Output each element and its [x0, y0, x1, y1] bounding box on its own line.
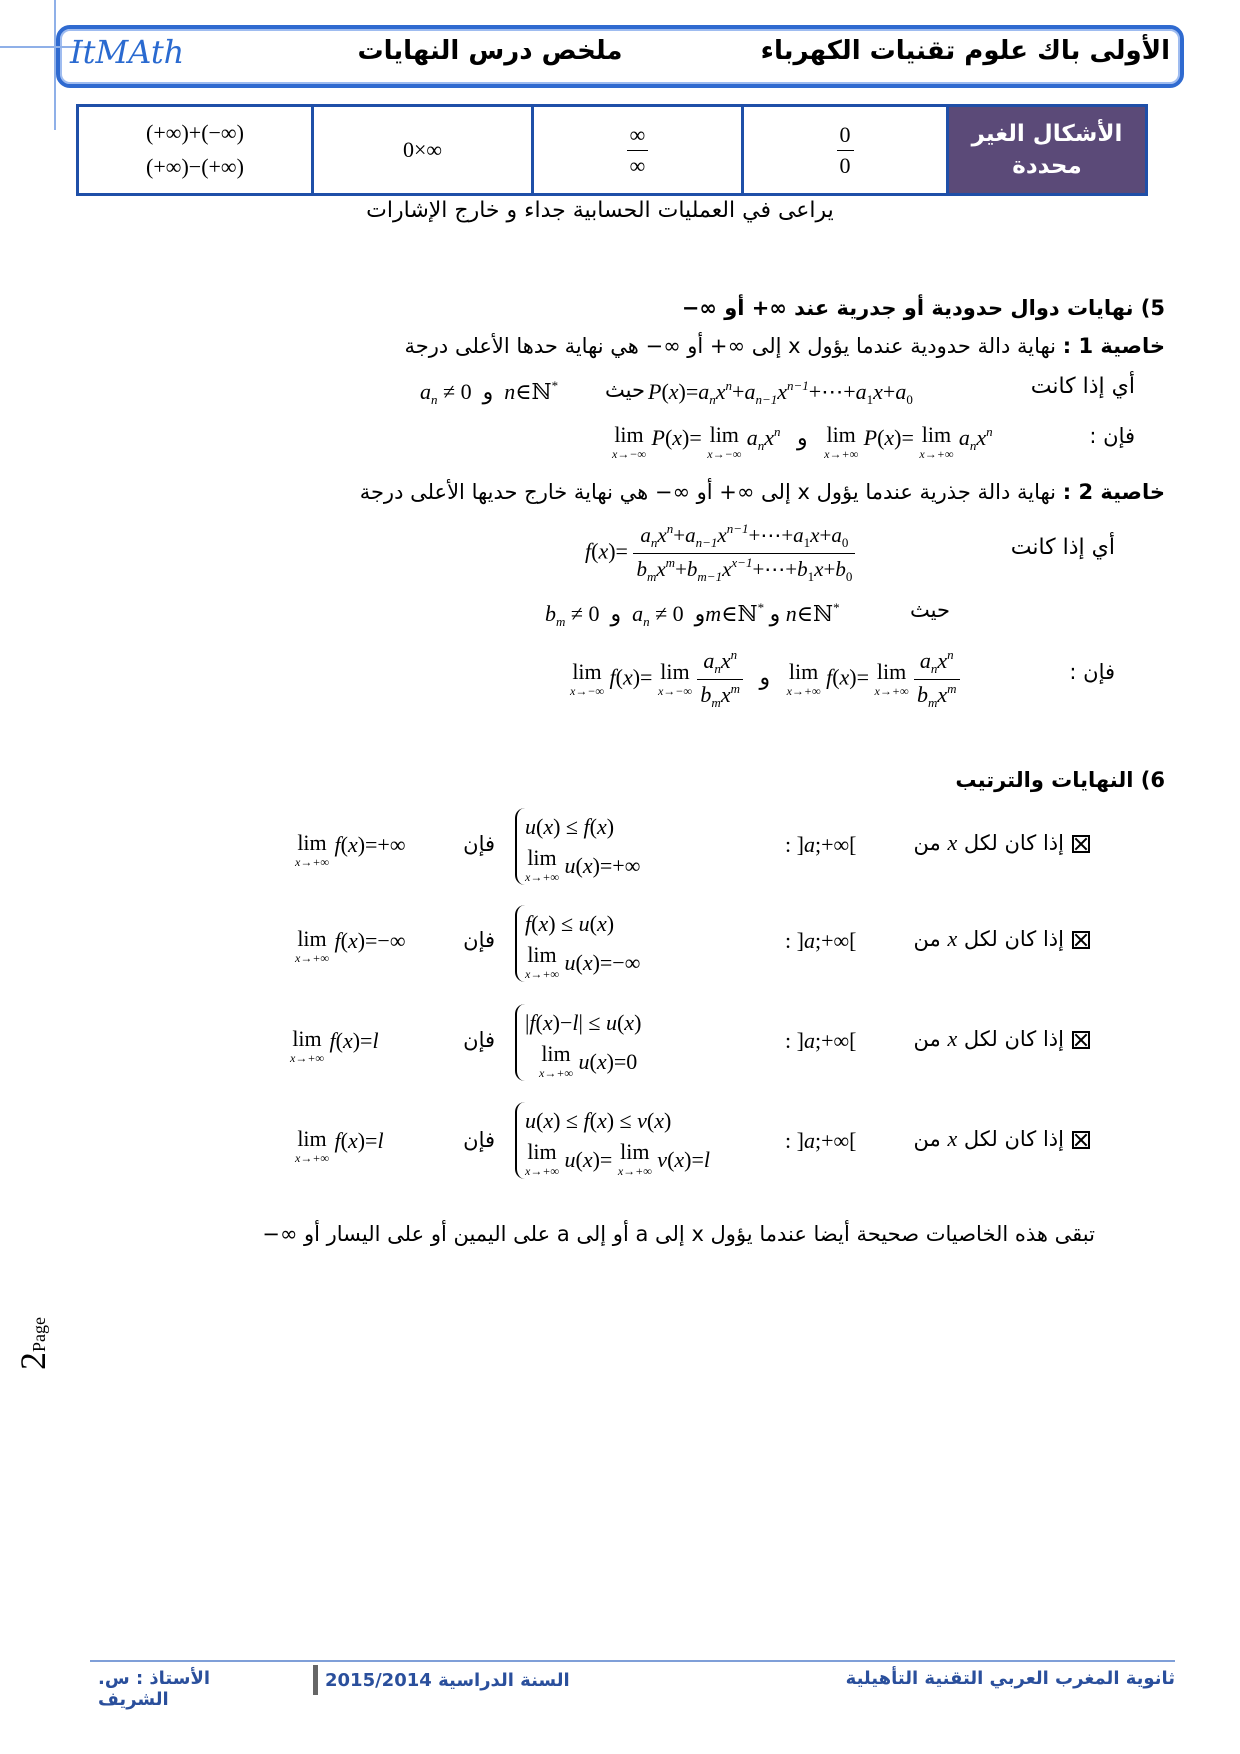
prop2-text: نهاية دالة جذرية عندما يؤول x إلى ∞+ أو ∞− هي نهاية خارج حديها الأعلى درجة [359, 480, 1057, 504]
rule1-conclusion: lim x→+∞ f(x)=+∞ [295, 830, 406, 869]
footer-year-label: السنة الدراسية [438, 1670, 570, 1691]
form-sum-difference: (+∞)+(−∞) (+∞)−(+∞) [78, 106, 313, 195]
rule2-conclusion: lim x→+∞ f(x)=−∞ [295, 926, 406, 965]
rule3-then: فإن [463, 1028, 495, 1052]
form-zero-times-infinity: 0×∞ [313, 106, 533, 195]
header-line-vertical [54, 0, 56, 130]
prop1-then: فإن : [1089, 424, 1135, 448]
rule4-condition: إذا كان لكل x من [790, 1126, 1090, 1152]
rule1-system: u(x) ≤ f(x) lim x→+∞ u(x)=+∞ [515, 808, 640, 885]
footer-year: 2015/2014 [325, 1670, 432, 1691]
logo: ItMAth [70, 33, 185, 71]
rule4-then: فإن [463, 1128, 495, 1152]
forms-label-line1: الأشكال الغير [971, 120, 1123, 147]
section6-closing: تبقى هذه الخاصيات صحيحة أيضا عندما يؤول x إلى a أو إلى a على اليمين أو على اليسار أو ∞− [262, 1222, 1095, 1246]
checkbox-icon [1072, 931, 1090, 949]
footer-teacher: الأستاذ : س. الشريف [98, 1668, 211, 1710]
footer-separator [313, 1665, 318, 1695]
page-word: Page [29, 1317, 49, 1352]
polynomial-conditions: $a_n \ne 0$ و n∈ℕ* [420, 378, 559, 407]
prop2-where: حيث [910, 598, 950, 622]
rule4-conclusion: lim x→+∞ f(x)=l [295, 1126, 384, 1165]
rule3-condition: إذا كان لكل x من [790, 1026, 1090, 1052]
header-title-right: الأولى باك علوم تقنيات الكهرباء [760, 36, 1170, 66]
rule2-system: f(x) ≤ u(x) lim x→+∞ u(x)=−∞ [515, 905, 640, 982]
note-signs: يراعى في العمليات الحسابية جداء و خارج الإشارات [366, 198, 834, 223]
rule2-from: من [913, 927, 941, 951]
rule1-condition: إذا كان لكل x من [790, 830, 1090, 856]
rule3-from: من [913, 1027, 941, 1051]
form-zero-over-zero: $\frac{0}{0}$ [743, 106, 948, 195]
rule3-system: |f(x)−l| ≤ u(x) lim x→+∞ u(x)=0 [515, 1004, 641, 1081]
prop1-label: خاصية 1 : [1062, 334, 1165, 358]
rational-definition: f(x)= $\frac{a_nx^n+a_{n-1}x^{n-1}+\cdots+a_1x+a_0}{b_mx^m+b_{m-1}x^{x-1}+\cdots+b_1x+b_0}$ [585, 522, 855, 585]
rule1-then: فإن [463, 832, 495, 856]
polynomial-limits: lim x→−∞ P(x)= lim x→−∞ $a_nx^n$ و lim x→+∞ P(x)= lim x→+∞ $a_nx^n$ [612, 422, 993, 461]
rule4-interval: : ]a;+∞[ [785, 1128, 857, 1153]
rule4-system: u(x) ≤ f(x) ≤ v(x) lim x→+∞ u(x)= lim x→+∞ v(x)=l [515, 1102, 710, 1179]
rule2-if: إذا كان لكل [963, 927, 1064, 951]
checkbox-icon [1072, 835, 1090, 853]
prop1-where: حيث [605, 378, 645, 402]
rule1-interval: : ]a;+∞[ [785, 832, 857, 857]
forms-label-line2: محددة [1012, 153, 1082, 179]
prop2-label: خاصية 2 : [1062, 480, 1165, 504]
prop1-if: أي إذا كانت [1030, 374, 1135, 399]
rule3-conclusion: lim x→+∞ f(x)=l [290, 1026, 379, 1065]
rule1-from: من [913, 831, 941, 855]
footer-year-block [325, 1670, 570, 1691]
page-number: 2 [13, 1352, 53, 1370]
forms-label [948, 106, 1147, 195]
rational-conditions: $b_m \ne 0$ و $a_n \ne 0$ وm∈ℕ* و n∈ℕ* [545, 600, 840, 629]
rule2-condition: إذا كان لكل x من [790, 926, 1090, 952]
section6-title: 6) النهايات والترتيب [955, 768, 1165, 792]
checkbox-icon [1072, 1131, 1090, 1149]
footer-rule [90, 1660, 1175, 1662]
rule2-then: فإن [463, 928, 495, 952]
prop1-text: نهاية دالة حدودية عندما يؤول x إلى ∞+ أو ∞− هي نهاية حدها الأعلى درجة [404, 334, 1057, 358]
header-title-center: ملخص درس النهايات [357, 36, 623, 66]
rule4-from: من [913, 1127, 941, 1151]
indeterminate-forms-table [76, 104, 1148, 196]
page-marker [12, 1310, 92, 1370]
section5-title: 5) نهايات دوال حدودية أو جدرية عند ∞+ أو ∞− [681, 296, 1165, 320]
polynomial-definition: $P(x)=a_nx^n+a_{n-1}x^{n-1}+\cdots+a_1x+a_0$ [648, 378, 913, 407]
prop2-then: فإن : [1069, 660, 1115, 684]
rule3-interval: : ]a;+∞[ [785, 1028, 857, 1053]
prop2-line [150, 480, 1165, 504]
rule1-if: إذا كان لكل [963, 831, 1064, 855]
rule4-if: إذا كان لكل [963, 1127, 1064, 1151]
rule2-interval: : ]a;+∞[ [785, 928, 857, 953]
form-infinity-over-infinity: $\frac{\infty}{\infty}$ [533, 106, 743, 195]
rational-limits: lim x→−∞ f(x)= lim x→−∞ $\frac{a_nx^n}{b_mx^m}$ و lim x→+∞ f(x)= lim x→+∞ $\frac{a_nx^n}{b_mx^m}$ [570, 648, 960, 711]
checkbox-icon [1072, 1031, 1090, 1049]
prop2-if: أي إذا كانت [1010, 535, 1115, 560]
footer-school: ثانوية المغرب العربي التقنية التأهيلية [845, 1668, 1175, 1689]
prop1-line [200, 334, 1165, 358]
rule3-if: إذا كان لكل [963, 1027, 1064, 1051]
